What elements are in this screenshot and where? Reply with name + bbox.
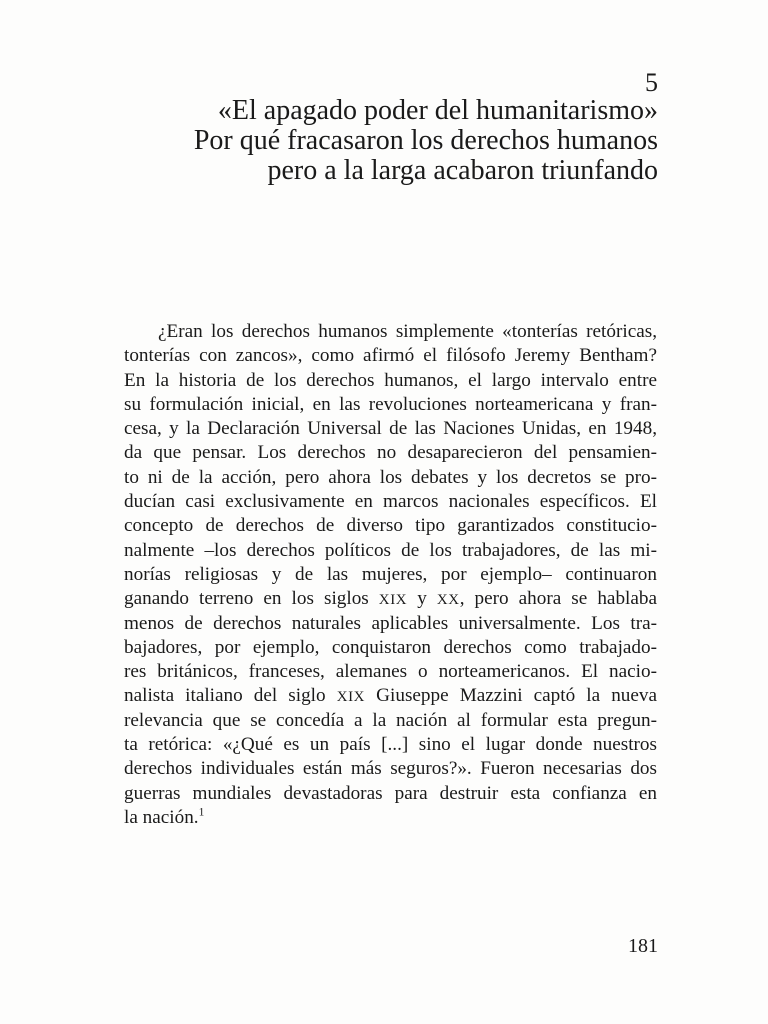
body-line: concepto de derechos de diverso tipo garantizados constitucio-	[124, 515, 657, 537]
body-line: relevancia que se concedía a la nación al formular esta pregun-	[124, 709, 657, 731]
body-line: tonterías con zancos», como afirmó el filósofo Jeremy Bentham?	[124, 345, 657, 367]
body-line: da que pensar. Los derechos no desaparecieron del pensamien-	[124, 442, 657, 464]
century-numeral: XIX	[378, 592, 408, 609]
chapter-title-line-2: Por qué fracasaron los derechos humanos	[193, 125, 658, 156]
body-line: norías religiosas y de las mujeres, por ejemplo– continuaron	[124, 563, 657, 585]
body-line: ganando terreno en los siglos XIX y XX, pero ahora se hablaba	[124, 588, 657, 610]
page-number: 181	[628, 935, 658, 957]
body-line: res británicos, franceses, alemanes o norteamericanos. El nacio-	[124, 661, 657, 683]
body-line: bajadores, por ejemplo, conquistaron derechos como trabajado-	[124, 636, 657, 658]
body-line: En la historia de los derechos humanos, el largo intervalo entre	[124, 369, 657, 391]
body-line: ta retórica: «¿Qué es un país [...] sino el lugar donde nuestros	[124, 734, 657, 756]
body-line: ducían casi exclusivamente en marcos nacionales específicos. El	[124, 491, 657, 513]
body-line: su formulación inicial, en las revoluciones norteamericana y fran-	[124, 393, 657, 415]
footnote-marker[interactable]: 1	[198, 806, 205, 819]
century-numeral: XX	[436, 592, 460, 609]
century-numeral: XIX	[336, 689, 366, 706]
body-line: to ni de la acción, pero ahora los debates y los decretos se pro-	[124, 466, 657, 488]
body-line: menos de derechos naturales aplicables universalmente. Los tra-	[124, 612, 657, 634]
body-line: guerras mundiales devastadoras para destruir esta confianza en	[124, 782, 657, 804]
chapter-title-line-3: pero a la larga acabaron triunfando	[267, 155, 658, 186]
chapter-header	[98, 68, 658, 186]
body-line: ¿Eran los derechos humanos simplemente «tonterías retóricas,	[158, 321, 657, 342]
body-line-text: la nación.	[124, 806, 199, 828]
chapter-number: 5	[645, 68, 658, 97]
body-line: nalista italiano del siglo XIX Giuseppe Mazzini captó la nueva	[124, 685, 658, 707]
body-paragraph	[124, 320, 657, 830]
body-line-last	[124, 806, 657, 830]
body-line: cesa, y la Declaración Universal de las Naciones Unidas, en 1948,	[124, 418, 657, 440]
chapter-title-line-1: «El apagado poder del humanitarismo»	[217, 95, 658, 126]
body-line: derechos individuales están más seguros?». Fueron necesarias dos	[124, 758, 657, 780]
body-line: nalmente –los derechos políticos de los trabajadores, de las mi-	[124, 539, 657, 561]
